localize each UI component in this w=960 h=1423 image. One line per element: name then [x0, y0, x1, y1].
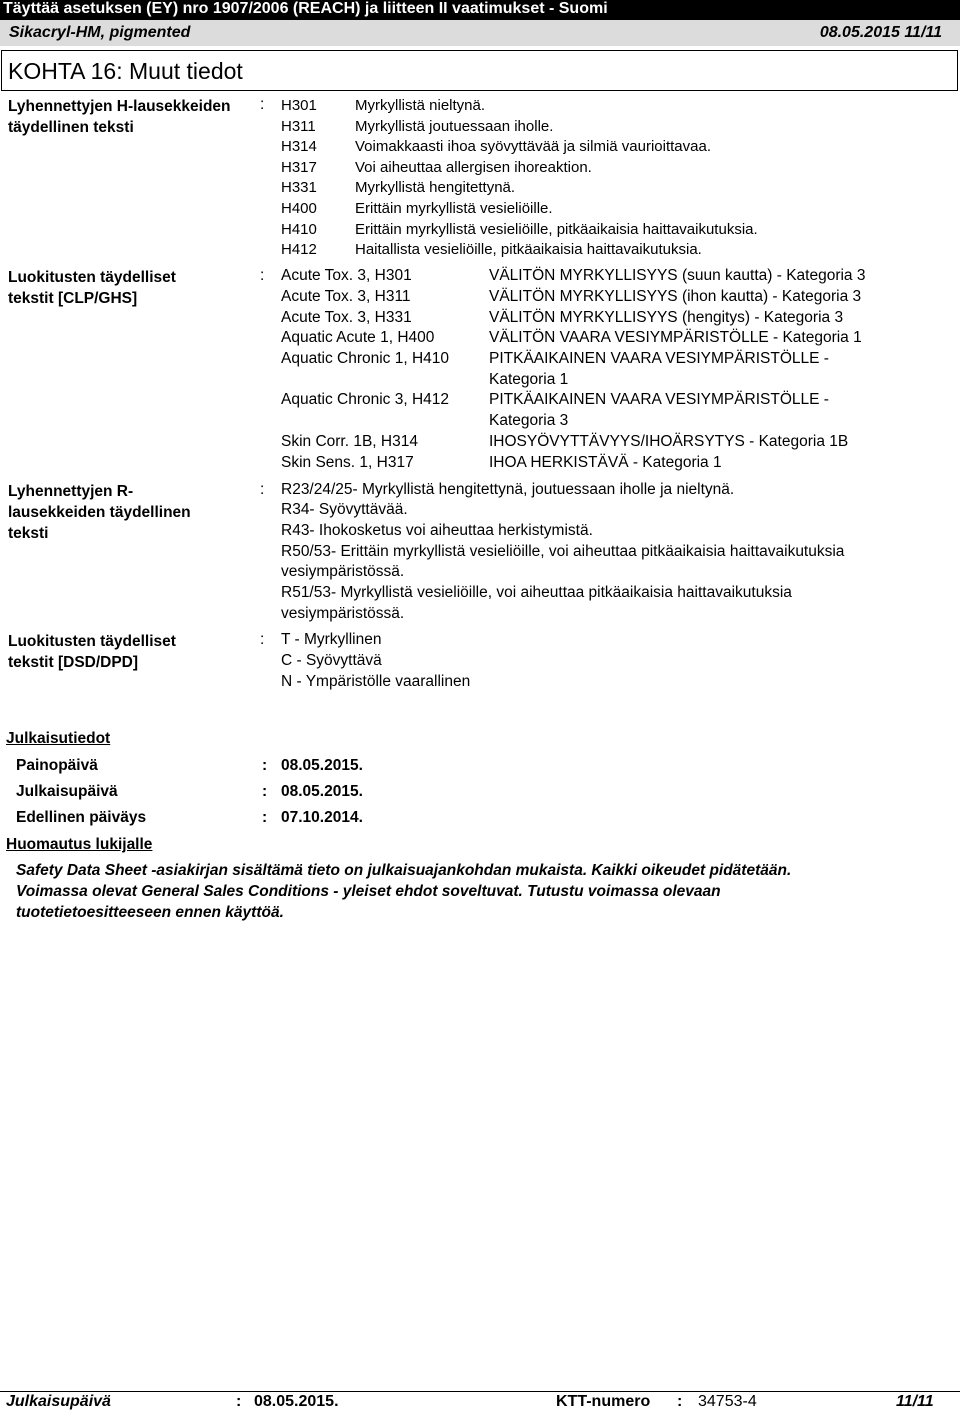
- dsd-colon: :: [260, 631, 265, 648]
- notice-line: Safety Data Sheet -asiakirjan sisältämä tieto on julkaisuajankohdan mukaista. Kaikki oikeudet pidätetään.: [16, 862, 792, 879]
- dsd-label-line: Luokitusten täydelliset: [8, 633, 176, 650]
- footer-ktt-colon: :: [677, 1393, 683, 1410]
- footer-rule: [0, 1391, 960, 1392]
- h-text: Myrkyllistä hengitettynä.: [355, 179, 516, 196]
- r-statement: vesiympäristössä.: [281, 605, 405, 622]
- document-banner: Täyttää asetuksen (EY) nro 1907/2006 (REACH) ja liitteen II vaatimukset - Suomi: [0, 0, 960, 20]
- r-statement: R51/53- Myrkyllistä vesieliöille, voi aiheuttaa pitkäaikaisia haittavaikutuksia: [281, 584, 792, 601]
- r-label-line: lausekkeiden täydellinen: [8, 504, 191, 521]
- clp-description: PITKÄAIKAINEN VAARA VESIYMPÄRISTÖLLE -: [489, 350, 829, 367]
- r-statement: R23/24/25- Myrkyllistä hengitettynä, joutuessaan iholle ja nieltynä.: [281, 481, 735, 498]
- r-label-line: Lyhennettyjen R-: [8, 483, 134, 500]
- footer-issue-colon: :: [236, 1393, 242, 1410]
- issue-date-colon: :: [262, 783, 268, 800]
- h-code: H301: [281, 97, 317, 114]
- r-statement: R34- Syövyttävää.: [281, 501, 408, 518]
- h-code: H311: [281, 118, 316, 135]
- r-statements-label: [8, 481, 248, 544]
- clp-class: Acute Tox. 3, H301: [281, 267, 412, 284]
- print-date-colon: :: [262, 757, 268, 774]
- h-code: H331: [281, 179, 317, 196]
- dsd-classification: T - Myrkyllinen: [281, 631, 382, 648]
- clp-description: IHOSYÖVYTTÄVYYS/IHOÄRSYTYS - Kategoria 1B: [489, 433, 849, 450]
- h-code: H412: [281, 241, 317, 258]
- clp-description: VÄLITÖN MYRKYLLISYYS (ihon kautta) - Kategoria 3: [489, 288, 862, 305]
- header-date-page: 08.05.2015 11/11: [819, 24, 942, 41]
- h-text: Erittäin myrkyllistä vesieliöille, pitkäaikaisia haittavaikutuksia.: [355, 221, 758, 238]
- section-title: KOHTA 16: Muut tiedot: [1, 50, 958, 91]
- previous-date-label: Edellinen päiväys: [16, 809, 147, 826]
- print-date-label: Painopäivä: [16, 757, 98, 774]
- clp-label-line: Luokitusten täydelliset: [8, 269, 176, 286]
- h-text: Erittäin myrkyllistä vesieliöille.: [355, 200, 553, 217]
- footer-issue-label: Julkaisupäivä: [6, 1393, 111, 1410]
- notice-line: tuotetietoesitteeseen ennen käyttöä.: [16, 904, 284, 921]
- footer-ktt-label: KTT-numero: [556, 1393, 651, 1410]
- clp-description-cont: Kategoria 3: [489, 412, 569, 429]
- clp-description: IHOA HERKISTÄVÄ - Kategoria 1: [489, 454, 722, 471]
- issue-date-value: 08.05.2015.: [281, 783, 363, 800]
- clp-description: VÄLITÖN VAARA VESIYMPÄRISTÖLLE - Kategoria 1: [489, 329, 862, 346]
- dsd-classification: C - Syövyttävä: [281, 652, 382, 669]
- h-text: Myrkyllistä joutuessaan iholle.: [355, 118, 554, 135]
- h-statements-colon: :: [260, 96, 265, 113]
- clp-class: Acute Tox. 3, H331: [281, 309, 412, 326]
- r-statement: R43- Ihokosketus voi aiheuttaa herkistymistä.: [281, 522, 593, 539]
- footer-page-number: 11/11: [896, 1393, 934, 1410]
- dsd-label-line: tekstit [DSD/DPD]: [8, 654, 139, 671]
- notice-heading: Huomautus lukijalle: [6, 836, 153, 853]
- notice-line: Voimassa olevat General Sales Conditions - yleiset ehdot soveltuvat. Tutustu voimassa olevaan: [16, 883, 721, 900]
- previous-date-value: 07.10.2014.: [281, 809, 363, 826]
- r-statement: vesiympäristössä.: [281, 563, 405, 580]
- r-statements-colon: :: [260, 481, 265, 498]
- r-label-line: teksti: [8, 525, 49, 542]
- issue-date-label: Julkaisupäivä: [16, 783, 118, 800]
- h-code: H410: [281, 221, 317, 238]
- dsd-label: [8, 631, 248, 673]
- r-statement: R50/53- Erittäin myrkyllistä vesieliöille, voi aiheuttaa pitkäaikaisia haittavaikutuksia: [281, 543, 845, 560]
- clp-label: [8, 267, 248, 309]
- clp-label-line: tekstit [CLP/GHS]: [8, 290, 138, 307]
- h-text: Voimakkaasti ihoa syövyttävää ja silmiä vaurioittavaa.: [355, 138, 712, 155]
- clp-class: Acute Tox. 3, H311: [281, 288, 411, 305]
- clp-description: VÄLITÖN MYRKYLLISYYS (suun kautta) - Kategoria 3: [489, 267, 866, 284]
- clp-description: PITKÄAIKAINEN VAARA VESIYMPÄRISTÖLLE -: [489, 391, 829, 408]
- clp-description-cont: Kategoria 1: [489, 371, 569, 388]
- dsd-classification: N - Ympäristölle vaarallinen: [281, 673, 471, 690]
- footer-ktt-value: 34753-4: [698, 1393, 757, 1410]
- clp-class: Skin Sens. 1, H317: [281, 454, 414, 471]
- h-text: Myrkyllistä nieltynä.: [355, 97, 486, 114]
- product-name: Sikacryl-HM, pigmented: [9, 24, 191, 41]
- h-code: H314: [281, 138, 317, 155]
- clp-class: Aquatic Acute 1, H400: [281, 329, 435, 346]
- clp-colon: :: [260, 267, 265, 284]
- print-date-value: 08.05.2015.: [281, 757, 363, 774]
- clp-class: Aquatic Chronic 1, H410: [281, 350, 450, 367]
- clp-class: Aquatic Chronic 3, H412: [281, 391, 450, 408]
- header-bar: [0, 20, 960, 46]
- h-statements-label: Lyhennettyjen H-lausekkeiden täydellinen teksti: [8, 98, 231, 136]
- previous-date-colon: :: [262, 809, 268, 826]
- h-code: H400: [281, 200, 317, 217]
- clp-description: VÄLITÖN MYRKYLLISYYS (hengitys) - Kategoria 3: [489, 309, 844, 326]
- publication-heading: Julkaisutiedot: [6, 730, 111, 747]
- h-text: Haitallista vesieliöille, pitkäaikaisia haittavaikutuksia.: [355, 241, 702, 258]
- footer-issue-value: 08.05.2015.: [254, 1393, 339, 1410]
- clp-class: Skin Corr. 1B, H314: [281, 433, 418, 450]
- h-code: H317: [281, 159, 317, 176]
- h-text: Voi aiheuttaa allergisen ihoreaktion.: [355, 159, 592, 176]
